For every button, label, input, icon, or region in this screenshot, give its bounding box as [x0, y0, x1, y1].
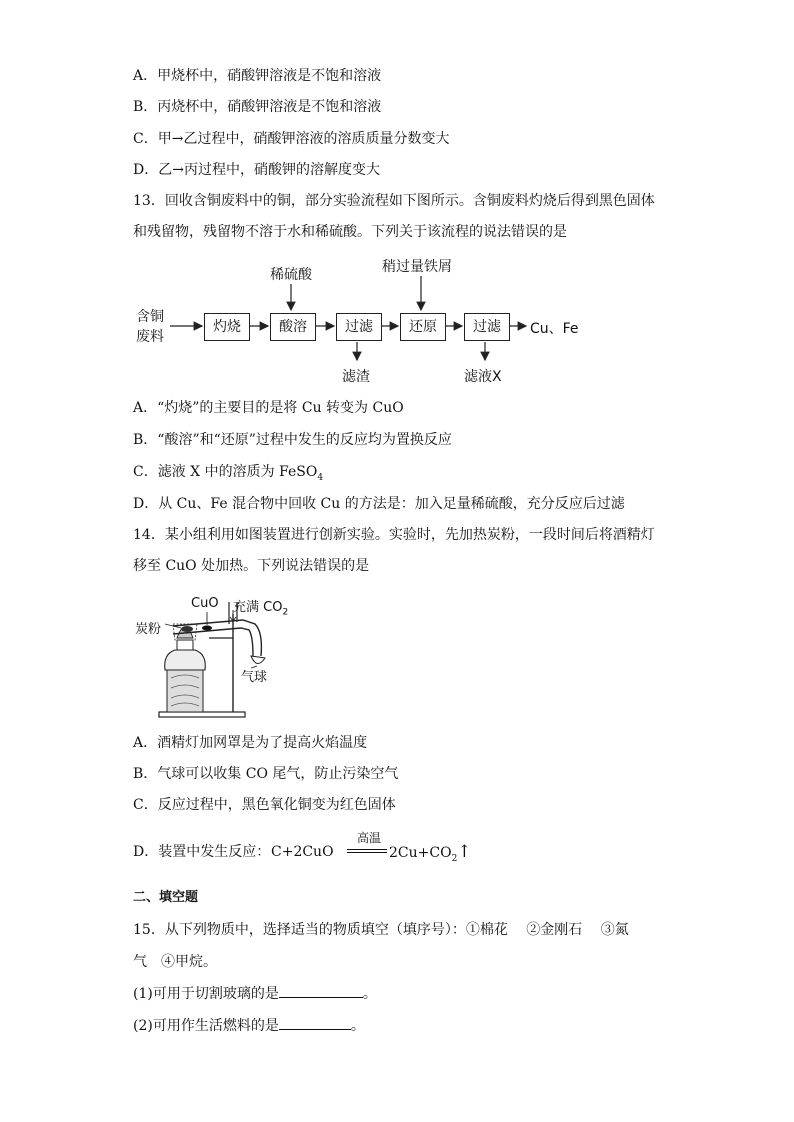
q15-stem-line1: 15．从下列物质中，选择适当的物质填空（填序号）：①棉花 ②金刚石 ③氮 — [133, 922, 629, 938]
q13-option-a: A．“灼烧”的主要目的是将 Cu 转变为 CuO — [133, 400, 404, 416]
q12-option-d: D．乙→丙过程中，硝酸钾的溶解度变大 — [133, 162, 380, 178]
q13-option-d: D．从 Cu、Fe 混合物中回收 Cu 的方法是：加入足量稀硫酸，充分反应后过滤 — [133, 496, 625, 512]
q14-apparatus-diagram — [133, 594, 293, 722]
section-title: 二、填空题 — [133, 890, 199, 905]
flow-start-line2: 废料 — [136, 329, 164, 345]
q12-option-b: B．丙烧杯中，硝酸钾溶液是不饱和溶液 — [133, 99, 382, 115]
q13-flow-diagram — [130, 254, 600, 394]
label-co2: 充满 $CO_2$ — [233, 600, 289, 618]
flow-waste-filtrate-x: 滤液X — [464, 369, 502, 385]
flow-waste-residue: 滤渣 — [342, 369, 370, 385]
q13-stem-line2: 和残留物，残留物不溶于水和稀硫酸。下列关于该流程的说法错误的是 — [133, 224, 567, 240]
q13-option-c: C．滤液 X 中的溶质为 FeSO$_4$ — [133, 464, 324, 483]
flow-reagent-sulfuric-acid: 稀硫酸 — [270, 267, 312, 283]
flow-product: Cu、Fe — [530, 321, 579, 337]
q14-stem-line2: 移至 CuO 处加热。下列说法错误的是 — [133, 558, 370, 574]
flow-start-line1: 含铜 — [136, 309, 164, 325]
flow-step-acid-dissolve: 酸溶 — [270, 313, 316, 341]
q13-option-b: B．“酸溶”和“还原”过程中发生的反应均为置换反应 — [133, 432, 452, 448]
q15-sub2: (2)可用作生活燃料的是 。 — [133, 1015, 365, 1036]
q14-d-products: $2Cu+CO_2↑$ — [389, 842, 472, 864]
q14-stem-line1: 14．某小组利用如图装置进行创新实验。实验时，先加热炭粉，一段时间后将酒精灯 — [133, 527, 655, 543]
label-cuo: CuO — [191, 596, 219, 611]
q15-stem-line2: 气 ④甲烷。 — [133, 954, 217, 970]
q13-stem-line1: 13．回收含铜废料中的铜，部分实验流程如下图所示。含铜废料灼烧后得到黑色固体 — [133, 193, 655, 209]
flow-step-reduce: 还原 — [400, 313, 446, 341]
q15-sub1: (1)可用于切割玻璃的是 。 — [133, 983, 377, 1004]
q14-d-condition: 高温 — [357, 831, 382, 845]
q12-option-c: C．甲→乙过程中，硝酸钾溶液的溶质质量分数变大 — [133, 131, 450, 147]
q12-option-a: A．甲烧杯中，硝酸钾溶液是不饱和溶液 — [133, 68, 382, 84]
flow-step-filter-1: 过滤 — [336, 313, 382, 341]
q14-option-c: C．反应过程中，黑色氧化铜变为红色固体 — [133, 797, 396, 813]
flow-step-roast: 灼烧 — [204, 313, 250, 341]
q14-option-b: B．气球可以收集 CO 尾气，防止污染空气 — [133, 766, 399, 782]
flow-step-filter-2: 过滤 — [464, 313, 510, 341]
q14-option-a: A．酒精灯加网罩是为了提高火焰温度 — [133, 735, 368, 751]
q14-d-reactants: C+2CuO — [271, 844, 334, 860]
label-balloon: 气球 — [241, 670, 268, 685]
q14-d-equals-sign — [347, 849, 387, 853]
label-carbon-powder: 炭粉 — [135, 622, 162, 637]
q14-d-prefix: D．装置中发生反应： — [133, 844, 271, 860]
q15-sub2-blank[interactable] — [279, 1015, 351, 1030]
q15-sub1-blank[interactable] — [279, 983, 363, 998]
flow-reagent-iron-filings: 稍过量铁屑 — [382, 259, 452, 275]
